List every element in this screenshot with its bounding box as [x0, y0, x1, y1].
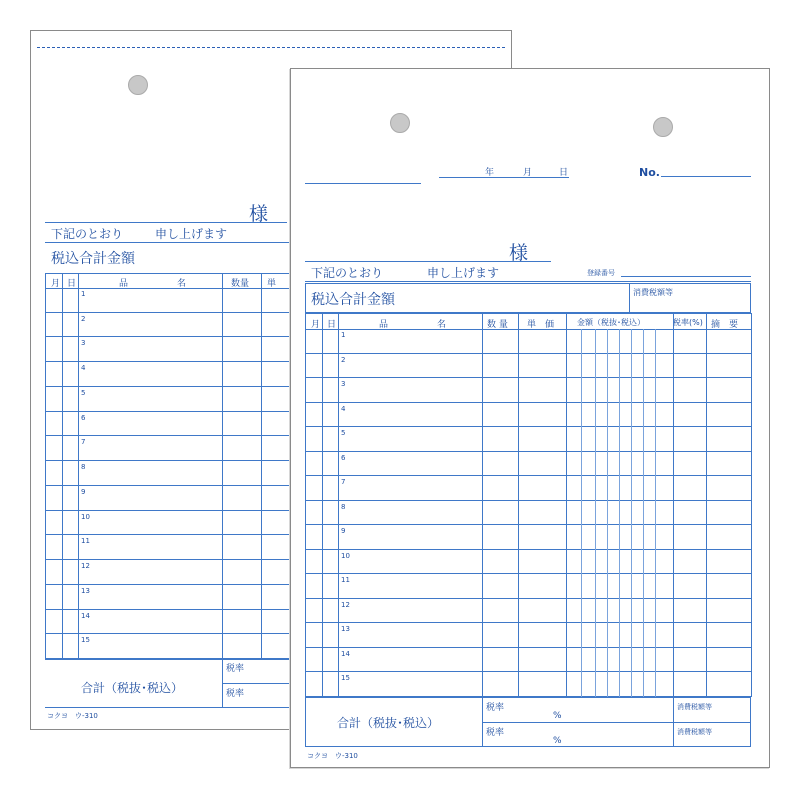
row-number: 9: [81, 487, 86, 496]
number-label: No.: [639, 166, 660, 179]
footer-total-label: 合計（税抜･税込）: [81, 681, 184, 695]
col-qty: 数量: [231, 279, 250, 289]
registration-number-label: 登録番号: [587, 269, 615, 277]
tax-rate-1: 税率: [226, 664, 245, 674]
sama-label: 様: [249, 203, 269, 225]
row-number: 5: [341, 429, 346, 438]
column-divider: [518, 313, 519, 697]
row-number: 13: [81, 586, 90, 595]
row-number: 4: [81, 364, 86, 373]
row-number: 11: [341, 576, 350, 585]
row-number: 3: [341, 380, 346, 389]
footer-top-line: [45, 659, 293, 660]
footer-bottom-line: [45, 707, 293, 708]
col-item-1: 品: [119, 279, 129, 289]
row-number: 9: [341, 527, 346, 536]
table-row: [305, 623, 751, 648]
col-tax-rate: 税率(%): [673, 318, 703, 327]
digit-divider: [631, 329, 632, 697]
header-top-line: [305, 313, 751, 314]
col-item-2: 名: [437, 320, 447, 330]
footer-mid-line: [482, 722, 751, 723]
table-row: [305, 648, 751, 673]
digit-divider: [607, 329, 608, 697]
col-month: 月: [51, 279, 61, 289]
number-line: [661, 176, 751, 177]
col-month: 月: [311, 320, 321, 330]
table-row: [305, 574, 751, 599]
phrase-left: 下記のとおり: [311, 266, 384, 280]
row-number: 7: [81, 438, 86, 447]
phrase-right: 申し上げます: [427, 266, 500, 280]
row-number: 1: [341, 331, 346, 339]
row-number: 12: [81, 562, 90, 571]
digit-divider: [619, 329, 620, 697]
year-label: 年: [485, 168, 495, 178]
binding-hole: [653, 117, 673, 137]
header-top-line: [45, 273, 293, 274]
row-number: 15: [81, 636, 90, 645]
tax-rate-1: 税率: [486, 703, 505, 713]
binding-hole: [390, 113, 410, 133]
perforation-line: [37, 47, 505, 48]
row-number: 13: [341, 625, 350, 634]
table-row: [305, 329, 751, 354]
sama-label: 様: [509, 242, 529, 264]
col-item-1: 品: [379, 320, 389, 330]
digit-divider: [655, 329, 656, 697]
column-divider: [45, 273, 46, 659]
tax-rate-2: 税率: [226, 689, 245, 699]
digit-divider: [595, 329, 596, 697]
brand-label: コクヨ ウ-310: [307, 752, 358, 760]
digit-divider: [643, 329, 644, 697]
column-divider: [751, 313, 752, 697]
col-day: 日: [327, 320, 337, 330]
row-number: 8: [81, 463, 86, 472]
phrase-line: [305, 281, 751, 282]
row-number: 7: [341, 478, 346, 487]
phrase-line: [45, 242, 293, 243]
column-divider: [566, 313, 567, 697]
phrase-left: 下記のとおり: [51, 227, 124, 241]
month-label: 月: [523, 168, 533, 178]
table-row: [305, 476, 751, 501]
column-divider: [338, 313, 339, 697]
column-divider: [673, 313, 674, 697]
footer-mid-line: [222, 683, 293, 684]
column-divider: [261, 273, 262, 659]
row-number: 4: [341, 404, 346, 413]
customer-line: [305, 261, 551, 262]
customer-line: [45, 222, 287, 223]
row-number: 2: [341, 355, 346, 364]
row-number: 14: [341, 649, 350, 658]
column-divider: [305, 313, 306, 697]
consumption-tax-2: 消費税額等: [677, 728, 712, 736]
registration-number-line: [621, 276, 751, 277]
phrase-right: 申し上げます: [155, 227, 228, 241]
row-number: 14: [81, 611, 90, 620]
row-number: 6: [341, 453, 346, 462]
column-divider: [222, 273, 223, 659]
digit-divider: [581, 329, 582, 697]
table-row: [305, 525, 751, 550]
col-unit: 単: [267, 279, 277, 289]
col-amount: 金額（税抜･税込）: [577, 318, 645, 327]
total-amount-label: 税込合計金額: [311, 292, 395, 308]
col-unit-price: 単 価: [527, 320, 555, 330]
footer-total-label: 合計（税抜･税込）: [337, 716, 440, 730]
table-row: [305, 672, 751, 697]
row-number: 12: [341, 600, 350, 609]
column-divider: [322, 313, 323, 697]
column-divider: [78, 273, 79, 659]
row-number: 10: [81, 512, 90, 521]
row-number: 2: [81, 314, 86, 323]
table-row: [305, 501, 751, 526]
table-row: [305, 452, 751, 477]
table-row: [305, 378, 751, 403]
consumption-tax-1: 消費税額等: [677, 703, 712, 711]
row-number: 1: [81, 290, 86, 298]
row-number: 5: [81, 388, 86, 397]
column-divider: [482, 313, 483, 697]
row-number: 6: [81, 413, 86, 422]
table-row: [305, 550, 751, 575]
date-line: [439, 177, 569, 178]
date-left-line: [305, 183, 421, 184]
row-number: 15: [341, 674, 350, 683]
total-divider: [629, 283, 630, 313]
percent-1: %: [553, 711, 562, 721]
percent-2: %: [553, 736, 562, 746]
day-label: 日: [559, 168, 569, 178]
table-row: [305, 354, 751, 379]
consumption-tax-label: 消費税額等: [633, 288, 673, 297]
tax-rate-2: 税率: [486, 728, 505, 738]
col-day: 日: [67, 279, 77, 289]
table-row: [305, 599, 751, 624]
row-number: 11: [81, 537, 90, 546]
row-number: 8: [341, 502, 346, 511]
column-divider: [62, 273, 63, 659]
brand-label: コクヨ ウ-310: [47, 712, 98, 720]
column-divider: [706, 313, 707, 697]
total-amount-label: 税込合計金額: [51, 251, 135, 267]
table-row: [305, 427, 751, 452]
table-row: [305, 403, 751, 428]
front-slip: [290, 68, 770, 768]
col-qty: 数 量: [487, 320, 508, 330]
col-item-2: 名: [177, 279, 187, 289]
col-remarks: 摘 要: [711, 320, 739, 330]
row-number: 3: [81, 339, 86, 348]
row-number: 10: [341, 551, 350, 560]
binding-hole: [128, 75, 148, 95]
